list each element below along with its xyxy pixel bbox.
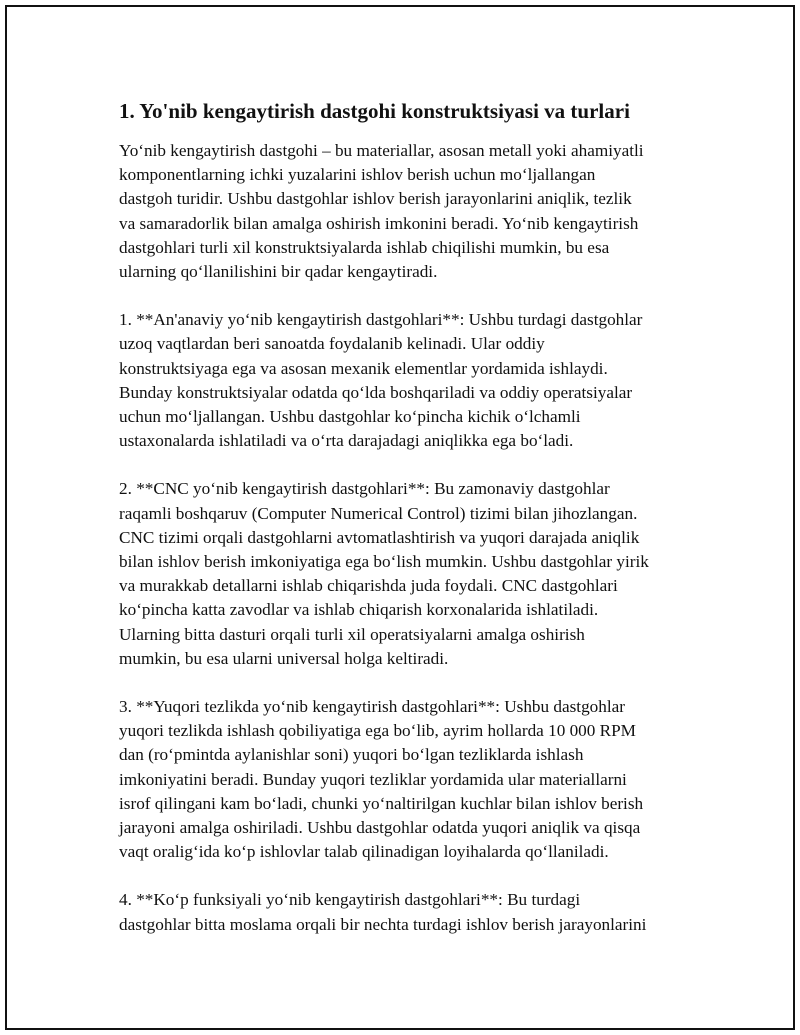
text-line: bilan ishlov berish imkoniyatiga ega bo‘lish mumkin. Ushbu dastgohlar yirik xyxy=(119,552,649,572)
document-body xyxy=(119,97,709,961)
text-line: 4. **Ko‘p funksiyali yo‘nib kengaytirish dastgohlari**: Bu turdagi xyxy=(119,890,581,910)
text-line: yuqori tezlikda ishlash qobiliyatiga ega bo‘lib, ayrim hollarda 10 000 RPM xyxy=(119,721,636,741)
text-line: dastgohlar bitta moslama orqali bir nechta turdagi ishlov berish jarayonlarini xyxy=(119,914,647,934)
list-item-multifunction xyxy=(119,888,709,936)
text-line: Bunday konstruktsiyalar odatda qo‘lda boshqariladi va oddiy operatsiyalar xyxy=(119,382,633,402)
text-line: vaqt oralig‘ida ko‘p ishlovlar talab qilinadigan loyihalarda qo‘llaniladi. xyxy=(119,842,609,862)
text-line: dan (ro‘pmintda aylanishlar soni) yuqori bo‘lgan tezliklarda ishlash xyxy=(119,745,584,765)
text-line: dastgoh turidir. Ushbu dastgohlar ishlov berish jarayonlarini aniqlik, tezlik xyxy=(119,189,632,209)
intro-paragraph xyxy=(119,139,709,284)
text-line: 1. **An'anaviy yo‘nib kengaytirish dastgohlari**: Ushbu turdagi dastgohlar xyxy=(119,310,643,330)
list-item-high-speed xyxy=(119,695,709,864)
text-line: va samaradorlik bilan amalga oshirish imkonini beradi. Yo‘nib kengaytirish xyxy=(119,213,639,233)
text-line: mumkin, bu esa ularni universal holga keltiradi. xyxy=(119,648,449,668)
text-line: ularning qo‘llanilishini bir qadar kengaytiradi. xyxy=(119,262,438,282)
text-line: jarayoni amalga oshiriladi. Ushbu dastgohlar odatda yuqori aniqlik va qisqa xyxy=(119,818,641,838)
text-line: komponentlarning ichki yuzalarini ishlov berish uchun mo‘ljallangan xyxy=(119,165,596,185)
text-line: ustaxonalarda ishlatiladi va o‘rta darajadagi aniqlikka ega bo‘ladi. xyxy=(119,431,574,451)
text-line: isrof qilingani kam bo‘ladi, chunki yo‘naltirilgan kuchlar bilan ishlov berish xyxy=(119,793,644,813)
page-frame xyxy=(5,5,795,1030)
text-line: raqamli boshqaruv (Computer Numerical Control) tizimi bilan jihozlangan. xyxy=(119,503,638,523)
text-line: 2. **CNC yo‘nib kengaytirish dastgohlari**: Bu zamonaviy dastgohlar xyxy=(119,479,610,499)
text-line: konstruktsiyaga ega va asosan mexanik elementlar yordamida ishlaydi. xyxy=(119,358,608,378)
text-line: Ularning bitta dasturi orqali turli xil operatsiyalarni amalga oshirish xyxy=(119,624,585,644)
text-line: 3. **Yuqori tezlikda yo‘nib kengaytirish dastgohlari**: Ushbu dastgohlar xyxy=(119,697,625,717)
text-line: va murakkab detallarni ishlab chiqarishda juda foydali. CNC dastgohlari xyxy=(119,576,618,596)
list-item-cnc xyxy=(119,477,709,671)
document-heading: 1. Yo'nib kengaytirish dastgohi konstruktsiyasi va turlari xyxy=(119,99,630,123)
text-line: uzoq vaqtlardan beri sanoatda foydalanib kelinadi. Ular oddiy xyxy=(119,334,545,354)
text-line: ko‘pincha katta zavodlar va ishlab chiqarish korxonalarida ishlatiladi. xyxy=(119,600,599,620)
text-line: uchun mo‘ljallangan. Ushbu dastgohlar ko‘pincha kichik o‘lchamli xyxy=(119,407,581,427)
text-line: Yo‘nib kengaytirish dastgohi – bu materiallar, asosan metall yoki ahamiyatli xyxy=(119,141,644,160)
list-item-traditional xyxy=(119,308,709,453)
text-line: dastgohlari turli xil konstruktsiyalarda ishlab chiqilishi mumkin, bu esa xyxy=(119,237,610,257)
text-line: imkoniyatini beradi. Bunday yuqori tezliklar yordamida ular materiallarni xyxy=(119,769,627,789)
text-line: CNC tizimi orqali dastgohlarni avtomatlashtirish va yuqori darajada aniqlik xyxy=(119,527,640,547)
